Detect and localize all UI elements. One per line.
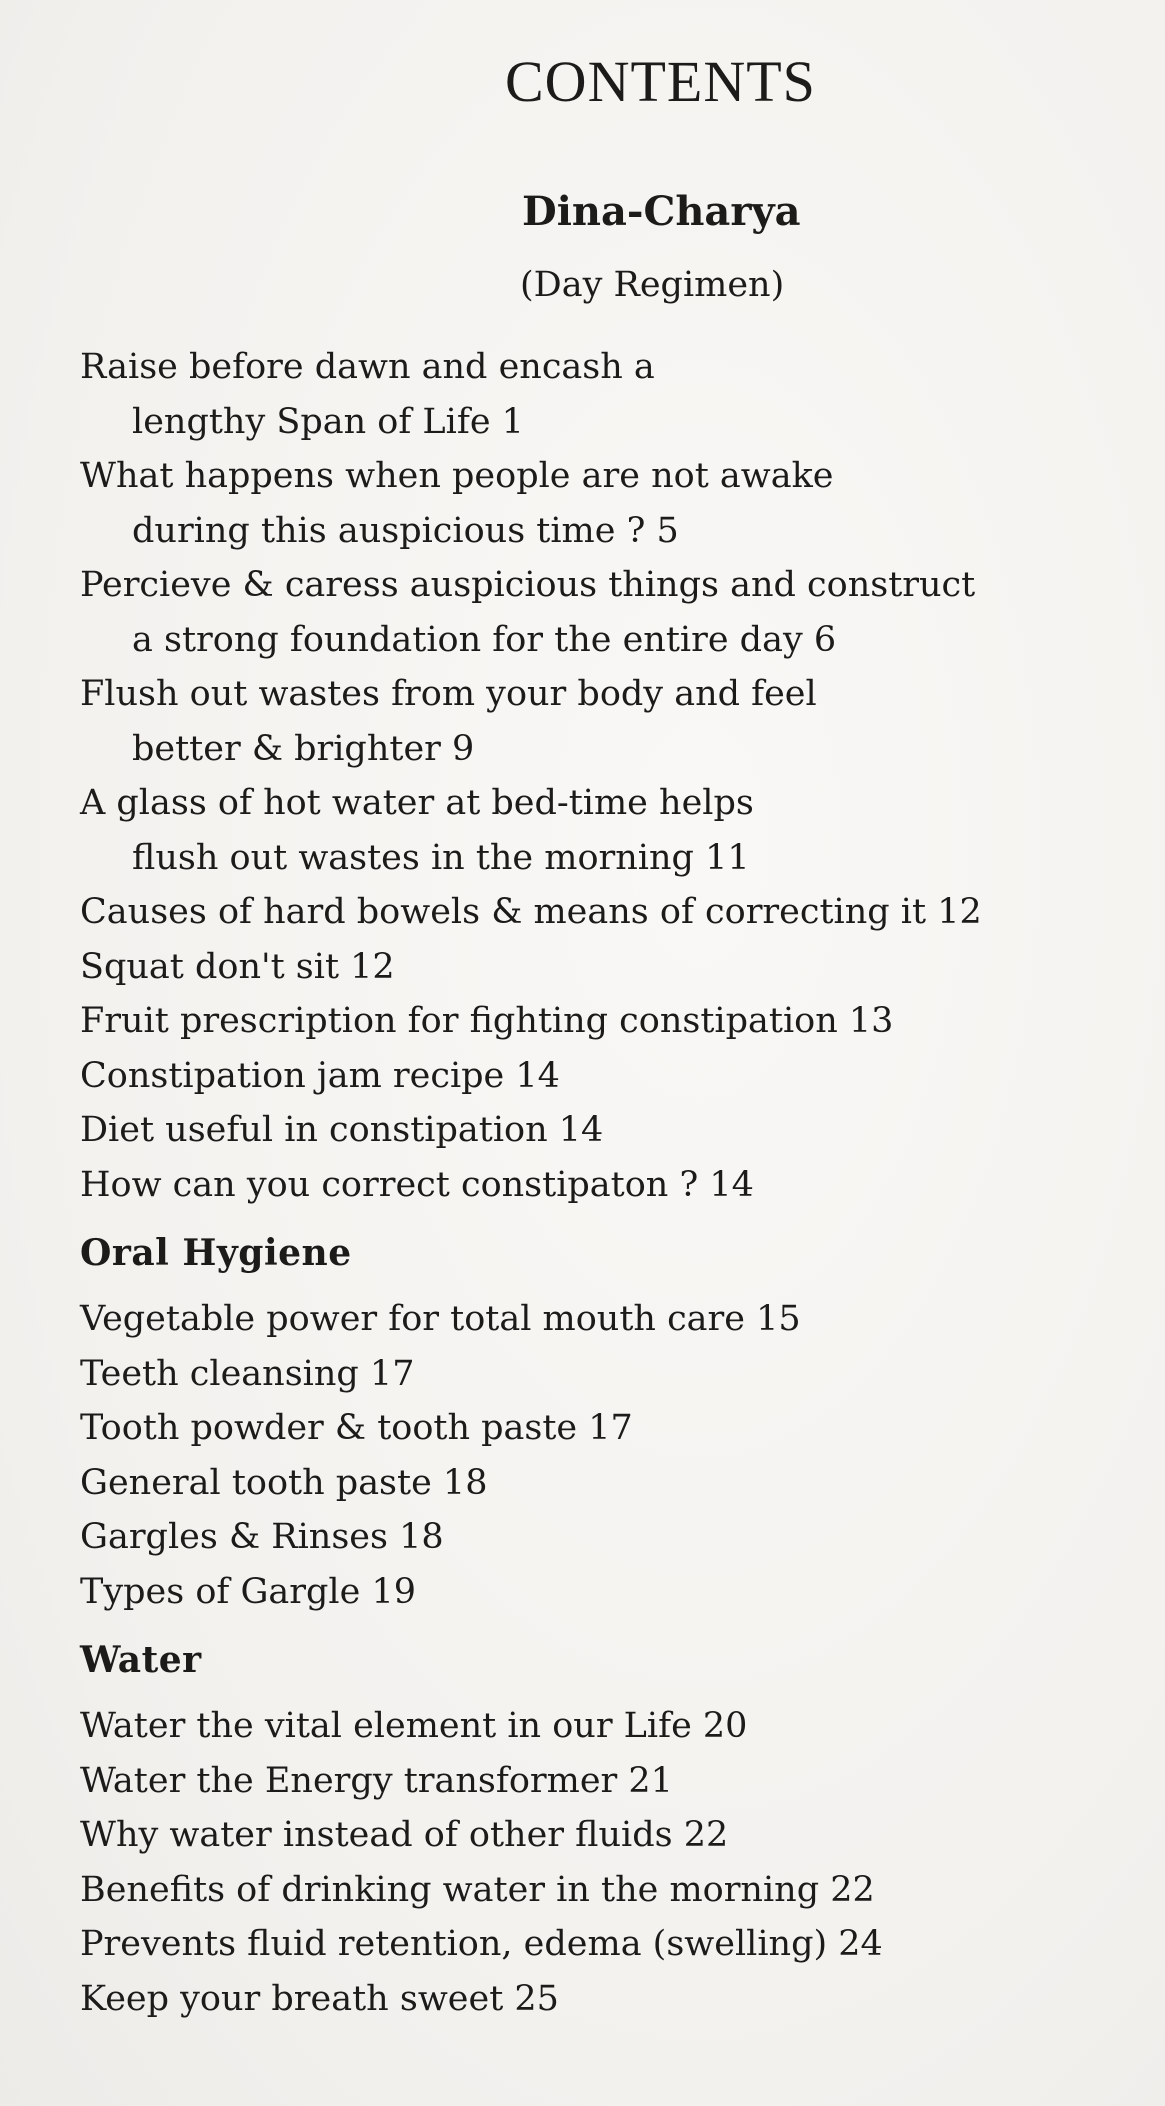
toc-entry-line: Causes of hard bowels & means of correcting it 12 [80, 892, 982, 932]
toc-entry-line: How can you correct constipaton ? 14 [80, 1164, 754, 1205]
toc-entry-line: Constipation jam recipe 14 [80, 1055, 560, 1096]
toc-entry-line: General tooth paste 18 [80, 1462, 488, 1503]
toc-entry [80, 1049, 1140, 1104]
toc-entry [80, 1808, 1140, 1863]
toc-entry-line: Fruit prescription for fighting constipation 13 [80, 1001, 894, 1041]
toc-entry [80, 885, 1140, 940]
section-title: Dina-Charya [522, 188, 801, 235]
toc-entry-line: What happens when people are not awake [80, 456, 834, 496]
toc-entry [80, 940, 1140, 995]
toc-entry [80, 449, 1140, 558]
toc-entry [80, 1917, 1140, 1972]
toc-entry [80, 1292, 1140, 1347]
toc-entry-continuation: better & brighter 9 [132, 728, 475, 769]
toc-entry-line: Keep your breath sweet 25 [80, 1978, 559, 2019]
toc-entry [80, 1456, 1140, 1511]
toc-entry-continuation: during this auspicious time ? 5 [132, 510, 679, 551]
toc-entry-line: Water the vital element in our Life 20 [80, 1706, 748, 1746]
toc-entry-continuation: a strong foundation for the entire day 6 [132, 619, 837, 660]
toc-entry-line: Teeth cleansing 17 [80, 1353, 415, 1394]
toc-entry [80, 1972, 1140, 2027]
toc-entry-line: Prevents fluid retention, edema (swelling) 24 [80, 1924, 883, 1964]
toc-entry [80, 776, 1140, 885]
toc-entry-line: Gargles & Rinses 18 [80, 1517, 444, 1557]
toc-entry-line: Raise before dawn and encash a [80, 347, 655, 387]
toc-entry [80, 1401, 1140, 1456]
toc-entry [80, 340, 1140, 449]
toc-group-title: Water [80, 1639, 202, 1681]
toc-entry-line: Water the Energy transformer 21 [80, 1760, 673, 1801]
section-subtitle: (Day Regimen) [520, 265, 785, 305]
toc-entry [80, 667, 1140, 776]
toc-entry [80, 1754, 1140, 1809]
toc-entry [80, 1510, 1140, 1565]
toc-entry [80, 1158, 1140, 1213]
toc-entry [80, 994, 1140, 1049]
toc-entry-line: Types of Gargle 19 [80, 1571, 417, 1612]
toc-entry-continuation: lengthy Span of Life 1 [132, 401, 524, 442]
toc-entry [80, 1863, 1140, 1918]
toc-entry-line: Vegetable power for total mouth care 15 [80, 1299, 801, 1339]
toc-entry-line: Why water instead of other fluids 22 [80, 1815, 729, 1855]
toc-entry-line: Diet useful in constipation 14 [80, 1110, 604, 1150]
toc-entry-line: Benefits of drinking water in the morning 22 [80, 1869, 875, 1910]
toc-entry-line: A glass of hot water at bed-time helps [80, 783, 754, 823]
contents-title: CONTENTS [505, 49, 816, 114]
table-of-contents [80, 340, 1140, 2026]
toc-entry-line: Tooth powder & tooth paste 17 [80, 1408, 633, 1448]
toc-entry [80, 1699, 1140, 1754]
toc-entry-line: Percieve & caress auspicious things and construct [80, 565, 976, 605]
toc-entry-line: Squat don't sit 12 [80, 946, 395, 987]
toc-entry [80, 1565, 1140, 1620]
toc-entry [80, 1103, 1140, 1158]
toc-entry-continuation: flush out wastes in the morning 11 [132, 837, 750, 878]
toc-entry [80, 558, 1140, 667]
toc-entry [80, 1347, 1140, 1402]
toc-group-title: Oral Hygiene [80, 1232, 352, 1274]
toc-entry-line: Flush out wastes from your body and feel [80, 674, 817, 714]
